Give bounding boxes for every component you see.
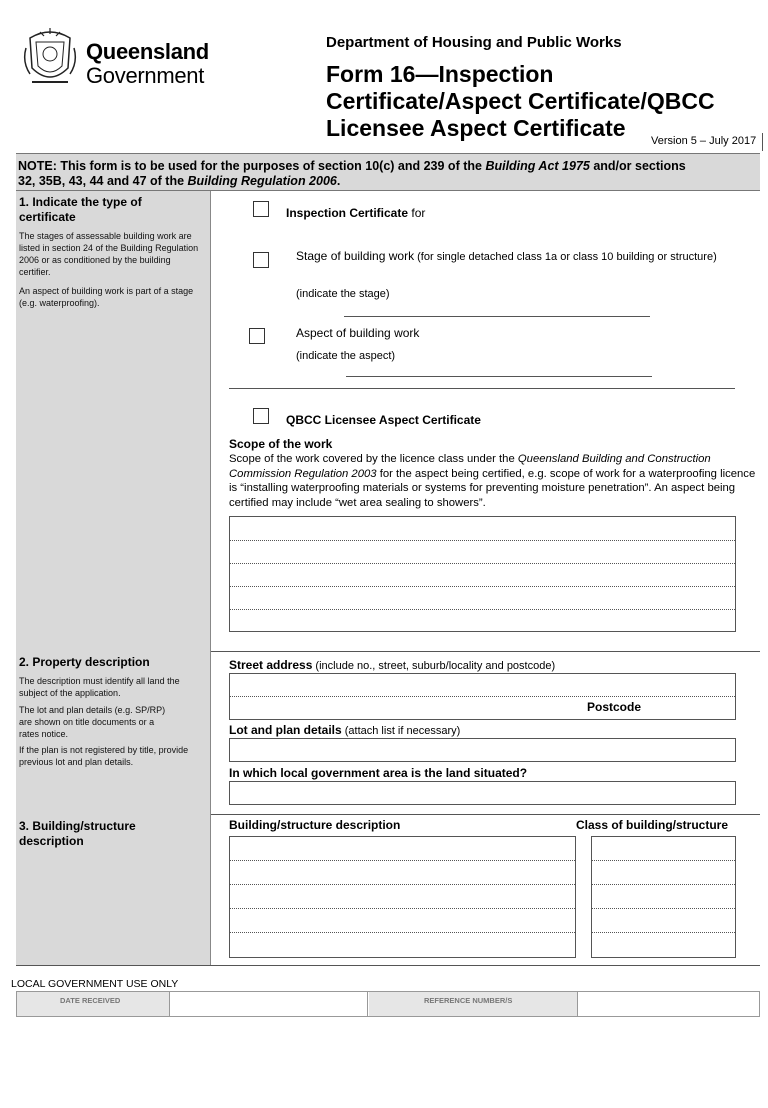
- section1-divider: [229, 388, 735, 389]
- scope-input-box[interactable]: [229, 516, 736, 632]
- inspection-certificate-checkbox[interactable]: [253, 201, 269, 217]
- logo-line-1: Queensland: [86, 39, 209, 64]
- street-address-label: Street address (include no., street, suburb/locality and postcode): [229, 658, 556, 672]
- postcode-label: Postcode: [587, 700, 642, 714]
- aspect-input-line[interactable]: [346, 376, 652, 377]
- class-line-3: [592, 908, 735, 909]
- local-government-use-label: LOCAL GOVERNMENT USE ONLY: [11, 978, 179, 990]
- note-text: NOTE: This form is to be used for the purposes of section 10(c) and 239 of the Building Act 1975 and/or sections 32, 35B, 43, 44 and 47 of the Building Regulation 2006.: [18, 159, 686, 188]
- reference-cell: [369, 992, 578, 1016]
- date-received-input[interactable]: [171, 992, 368, 1016]
- lot-plan-input[interactable]: [229, 738, 736, 762]
- version-divider: [762, 133, 763, 151]
- logo-line-2: Government: [86, 63, 205, 88]
- aspect-checkbox[interactable]: [249, 328, 265, 344]
- desc-line-1: [230, 860, 575, 861]
- scope-line-4: [230, 609, 735, 610]
- stage-label: Stage of building work (for single detached class 1a or class 10 building or structure): [296, 249, 717, 263]
- section1-help-1: The stages of assessable building work are listed in section 24 of the Building Regulation 2006 or as conditioned by the building certifier.: [19, 231, 199, 277]
- reference-input[interactable]: [579, 992, 759, 1016]
- scope-line-3: [230, 586, 735, 587]
- section2-heading: 2. Property description: [19, 655, 150, 669]
- stage-indicate-label: (indicate the stage): [296, 288, 390, 300]
- section2-help-3: If the plan is not registered by title, provide previous lot and plan details.: [19, 745, 189, 767]
- desc-line-3: [230, 908, 575, 909]
- desc-line-4: [230, 932, 575, 933]
- scope-text: Scope of the work covered by the licence class under the Queensland Building and Construction Commission Regulation 2003 for the aspect being certified, e.g. scope of work for a waterproofing licence is “installing waterproofing materials or systems for preventing moisture penetration”. An aspect being certified may include “wet area sealing to showers”.: [229, 453, 756, 509]
- scope-line-2: [230, 563, 735, 564]
- scope-line-1: [230, 540, 735, 541]
- section2-help-2: The lot and plan details (e.g. SP/RP) are shown on title documents or a rates notice.: [19, 705, 166, 739]
- inspection-certificate-label: Inspection Certificate for: [286, 206, 426, 220]
- note-bar: [16, 153, 760, 191]
- class-line-1: [592, 860, 735, 861]
- aspect-indicate-label: (indicate the aspect): [296, 350, 396, 362]
- form-title-line-1: Form 16—Inspection: [326, 61, 554, 87]
- lot-plan-label: Lot and plan details (attach list if necessary): [229, 723, 461, 737]
- department-name: Department of Housing and Public Works: [326, 34, 622, 51]
- form-title-line-3: Licensee Aspect Certificate: [326, 115, 626, 141]
- lga-input[interactable]: [229, 781, 736, 805]
- building-description-input[interactable]: [229, 836, 576, 958]
- class-line-2: [592, 884, 735, 885]
- class-line-4: [592, 932, 735, 933]
- form-title-line-2: Certificate/Aspect Certificate/QBCC: [326, 88, 715, 114]
- date-received-cell: [17, 992, 170, 1016]
- building-class-input[interactable]: [591, 836, 736, 958]
- building-description-label: Building/structure description: [229, 818, 401, 832]
- scope-heading: Scope of the work: [229, 437, 333, 451]
- qld-crest-logo: [22, 28, 78, 92]
- section2-help-1: The description must identify all land the subject of the application.: [19, 676, 180, 698]
- version-label: Version 5 – July 2017: [651, 135, 757, 147]
- lg-use-table: [16, 991, 760, 1017]
- lga-label: In which local government area is the land situated?: [229, 766, 528, 780]
- stage-checkbox[interactable]: [253, 252, 269, 268]
- stage-input-line[interactable]: [344, 316, 650, 317]
- aspect-label: Aspect of building work: [296, 326, 420, 340]
- section1-heading: 1. Indicate the type of certificate: [19, 195, 142, 224]
- reference-label: REFERENCE NUMBER/S: [424, 996, 513, 1005]
- street-address-line: [230, 696, 735, 697]
- building-class-label: Class of building/structure: [576, 818, 729, 832]
- qbcc-checkbox[interactable]: [253, 408, 269, 424]
- date-received-label: DATE RECEIVED: [60, 996, 121, 1005]
- section1-help-2: An aspect of building work is part of a stage (e.g. waterproofing).: [19, 286, 194, 308]
- desc-line-2: [230, 884, 575, 885]
- qbcc-label: QBCC Licensee Aspect Certificate: [286, 413, 481, 427]
- section3-heading: 3. Building/structure description: [19, 819, 136, 848]
- section3-bottom-rule: [16, 965, 760, 966]
